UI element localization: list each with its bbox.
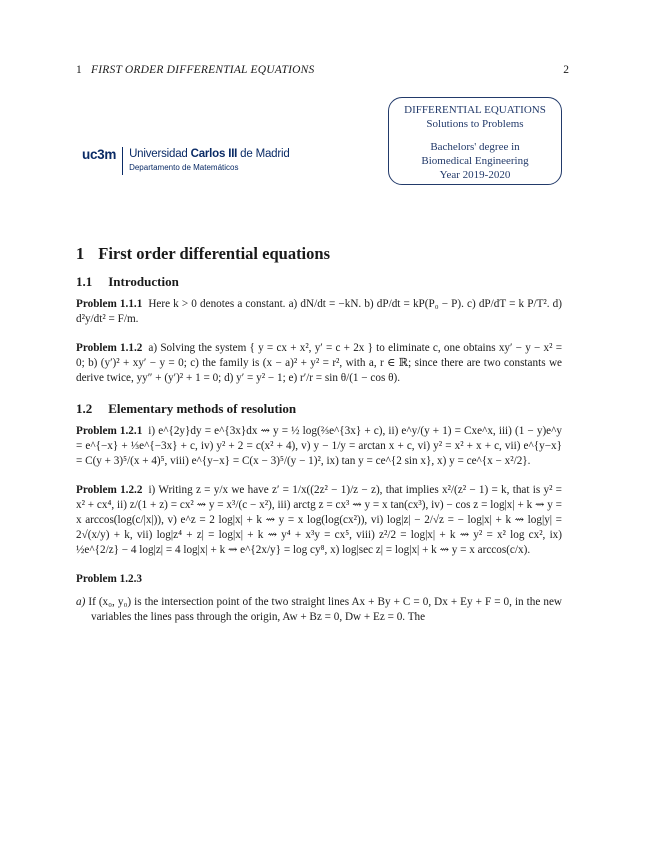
university-name-tail: de Madrid bbox=[237, 148, 290, 160]
section-title: First order differential equations bbox=[98, 244, 330, 263]
problem-1-1-1 bbox=[76, 297, 562, 327]
academic-year: Year 2019-2020 bbox=[439, 169, 511, 181]
problem-1-2-3-title: Problem 1.2.3 bbox=[76, 573, 142, 585]
logo-text bbox=[123, 147, 289, 173]
running-head bbox=[76, 64, 315, 76]
problem-title: Problem 1.1.1 bbox=[76, 298, 143, 310]
university-name-plain: Universidad bbox=[129, 148, 191, 160]
course-info-box bbox=[388, 97, 562, 185]
university-name-bold: Carlos III bbox=[190, 148, 238, 160]
subsection-title: Elementary methods of resolution bbox=[108, 401, 297, 416]
department-name: Departamento de Matemáticos bbox=[129, 163, 239, 172]
problem-1-2-1 bbox=[76, 424, 562, 469]
course-title: DIFFERENTIAL EQUATIONS bbox=[404, 104, 546, 116]
subsection-heading-introduction bbox=[76, 273, 562, 290]
problem-title: Problem 1.2.2 bbox=[76, 484, 143, 496]
problem-text: i) Writing z = y/x we have z′ = 1/x((2z² − 1)/z − z), that implies x²/(z² − 1) = k, that is y² = x² + cx⁴, ii) z/(1 + z) = cx² ⇝ y = x³/(c − x²), iii) arctg z = cx³ ⇝ y = x tan(cx³), iv) − cos z = log|x| + k ⇝ y = x arccos(log(c/|x|)), v) e^z = 2 log|x| + k ⇝ y = x log(log(cx²)), vi) log|z| − 2/√z = − log|x| + k ⇝ log|y| = 2√(x/y) + k, vii) log|z⁴ + z| = log|x| + k ⇝ y⁴ + x³y = cx⁵, viii) z²/2 = log|x| + k ⇝ y² = x² log cx², ix) ½e^{2/z} − 4 log|z| = 4 log|x| + k ⇝ e^{2x/y} = log cy⁸, x) log|sec z| = log|x| + k ⇝ y = x arccos(c/x). bbox=[76, 484, 562, 556]
degree-line: Bachelors' degree in bbox=[430, 141, 520, 153]
problem-text: Here k > 0 denotes a constant. a) dN/dt = −kN. b) dP/dt = kP(P₀ − P). c) dP/dT = k P/T². d) d²y/dt² = F/m. bbox=[76, 298, 562, 325]
page-number: 2 bbox=[563, 64, 569, 76]
running-head-title: FIRST ORDER DIFFERENTIAL EQUATIONS bbox=[91, 64, 315, 76]
section-heading bbox=[76, 244, 562, 264]
subsection-title: Introduction bbox=[108, 274, 179, 289]
page-content bbox=[76, 244, 562, 625]
problem-1-2-2 bbox=[76, 483, 562, 558]
logo-mark: uc3m bbox=[82, 147, 123, 175]
problem-text: a) Solving the system { y = cx + x², y′ = c + 2x } to eliminate c, one obtains xy′ − y − x² = 0; b) (y′)² + xy′ − y = 0; c) the family is (x − a)² + y² = r², with a, r ∈ ℝ; since there are two constants we derive twice, yy″ + (y′)² + 1 = 0; d) y′ = y² − 1; e) r′/r = sin θ/(1 − cos θ). bbox=[76, 342, 563, 384]
problem-title: Problem 1.2.1 bbox=[76, 425, 143, 437]
subsection-heading-elementary-methods bbox=[76, 400, 562, 417]
degree-name: Biomedical Engineering bbox=[421, 155, 529, 167]
problem-1-1-2 bbox=[76, 341, 562, 386]
item-text: If (x₀, y₀) is the intersection point of the two straight lines Ax + By + C = 0, Dx + Ey + F = 0, in the new variables the lines pass through the origin, Aw + Bz = 0, Dw + Ez = 0. The bbox=[88, 596, 563, 623]
problem-title: Problem 1.1.2 bbox=[76, 342, 143, 354]
subsection-number: 1.1 bbox=[76, 274, 93, 289]
problem-1-2-3-item-a bbox=[76, 595, 562, 625]
item-label: a) bbox=[76, 596, 86, 608]
university-name bbox=[129, 147, 289, 162]
problem-text: i) e^{2y}dy = e^{3x}dx ⇝ y = ½ log(⅔e^{3x} + c), ii) e^y/(y + 1) = Cxe^x, iii) (1 − y)e^y = e^{−x} + ⅓e^{−3x} + c, iv) y² + 2 = c(x² + 4), v) y − 1/y = arctan x + c, vi) y² = x² + x + c, vii) e^{y−x} = C(y + 3)⁵/(x + 4)⁵, viii) e^{y−x} = C(x − 3)⁵/(y − 1)², ix) tan y = ce^{2 sin x}, x) y = ce^{x − x²/2}. bbox=[76, 425, 562, 467]
running-head-number: 1 bbox=[76, 64, 82, 76]
course-subtitle: Solutions to Problems bbox=[426, 118, 524, 130]
university-logo bbox=[82, 147, 290, 175]
section-number: 1 bbox=[76, 244, 85, 263]
subsection-number: 1.2 bbox=[76, 401, 93, 416]
